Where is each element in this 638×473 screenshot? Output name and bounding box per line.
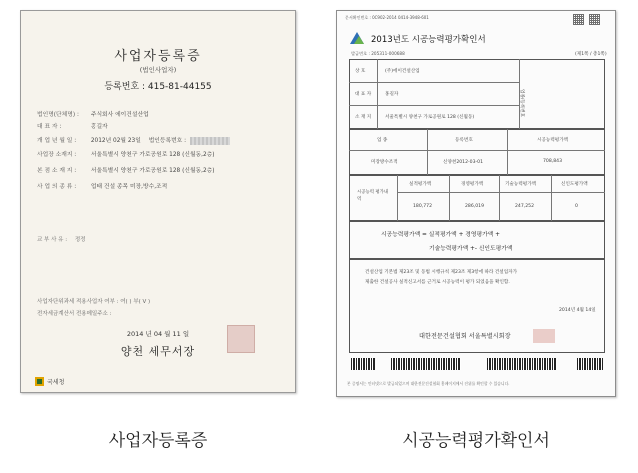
page-note: (제1쪽 / 총1쪽): [575, 52, 607, 57]
field-value: 서울특별시 양천구 가로공원로 128 (신월동,2층): [90, 152, 215, 158]
eval-value: 0: [575, 204, 578, 209]
field-label: 본 점 소 재 지 :: [37, 168, 77, 174]
field-label: 소 재 지: [355, 115, 372, 120]
reg-side-label: 업종/등록번호: [519, 89, 524, 118]
field-value: 업태 건설 종목 미장,방수,조적: [90, 184, 168, 190]
eval-header: 기술능력평가액: [505, 182, 537, 187]
table-header: 시공능력평가액: [537, 138, 569, 143]
construction-capability-certificate: [336, 10, 616, 397]
qr-code-icon: [573, 14, 584, 25]
field-label: 사 업 의 종 류 :: [37, 184, 77, 190]
joint-tax-line: 사업자단위과세 적용사업자 여부 : 여( ) 부( V ): [37, 299, 151, 305]
field-label: 사업장 소재지 :: [37, 152, 77, 158]
barcode-icon: [351, 358, 375, 370]
eval-value: 247,252: [515, 204, 534, 209]
right-doc-title: 2013년도 시공능력평가확인서: [371, 35, 486, 45]
eval-header: 실적평가액: [409, 182, 432, 187]
field-label: 상 호: [355, 69, 366, 74]
issue-reason: [37, 235, 86, 243]
redacted-block: [190, 137, 230, 145]
formula-line-2: 기술능력평가액 +- 신인도평가액: [429, 246, 513, 252]
eval-header: 신인도평가액: [561, 182, 588, 187]
business-registration-certificate: [20, 10, 296, 393]
field-row: [37, 135, 285, 145]
issue-reason-value: 정정: [74, 237, 86, 243]
official-seal: [533, 329, 555, 343]
issuer-name: 대한전문건설협회 서울특별시회장: [419, 333, 511, 340]
doc-confirm-number: 문서확인번호 : 0C902-2014 0414-3948-601: [345, 15, 429, 20]
field-value: (주)에이건설산업: [385, 69, 420, 74]
registration-number: 등록번호 : 415-81-44155: [104, 82, 212, 92]
formula-box: [349, 221, 605, 259]
e-tax-line: 전자세금계산서 전용메일주소 :: [37, 311, 112, 317]
nts-logo-text: 국세청: [47, 379, 65, 386]
field-value: 서울특별시 양천구 가로공원로 128 (신월동,2층): [90, 168, 215, 174]
nts-logo: [35, 377, 64, 386]
barcode-icon: [487, 358, 557, 370]
official-seal: [227, 325, 255, 353]
industry-table: [349, 129, 605, 175]
eval-value: 180,772: [413, 204, 432, 209]
field-row: [37, 165, 285, 174]
table-cell: 미장방수조적: [371, 160, 398, 165]
table-cell: 신양천2012-03-01: [443, 160, 484, 165]
table-cell: 708,843: [543, 159, 562, 164]
caption-business-registration: 사업자등록증: [108, 431, 208, 451]
left-doc-title: 사업자등록증: [114, 49, 202, 64]
issue-reason-label: 교 부 사 유 :: [37, 237, 68, 243]
table-header: 업 종: [377, 138, 388, 143]
field-value: 서울특별시 양천구 가로공원로 128 (신월동): [385, 115, 475, 120]
tax-office: 양천 세무서장: [120, 345, 196, 358]
field-row: [37, 181, 285, 190]
field-value: 홍길자: [385, 92, 399, 97]
field-label: 법인명(단체명) :: [37, 112, 79, 118]
left-doc-subtitle: (법인사업자): [139, 66, 177, 74]
barcode-icon: [577, 358, 603, 370]
field-label: 대 표 자: [355, 92, 372, 97]
field-value: 홍길자: [90, 124, 108, 130]
eval-value: 286,019: [465, 204, 484, 209]
issue-number: 발급번호 : 205311-000688: [351, 51, 405, 56]
issue-date: 2014 년 04 월 11 일: [126, 330, 190, 338]
barcode-icon: [391, 358, 461, 370]
caption-capability-certificate: 시공능력평가확인서: [402, 431, 550, 451]
cert-date: 2014년 4월 14일: [559, 308, 596, 313]
note-line-1: 건설산업 기본법 제23조 및 동법 시행규칙 제23조 제3항에 따라 건설업자가: [365, 270, 518, 275]
field-row: [37, 149, 285, 158]
association-logo-icon: [349, 31, 365, 45]
table-header: 등록번호: [455, 138, 473, 143]
eval-label: 시공능력 평가내역: [357, 190, 389, 202]
corp-reg-label: 법인등록번호 :: [148, 138, 187, 144]
nts-emblem-icon: [35, 377, 44, 386]
field-row: [37, 121, 285, 130]
field-value: 2012년 02월 23일: [90, 138, 141, 144]
eval-header: 경영평가액: [461, 182, 484, 187]
footer-note: 본 증명서는 인터넷으로 발급되었으며 대한전문건설협회 홈페이지에서 진위를 확인할 수 있습니다.: [347, 381, 510, 386]
field-value: 주식회사 에이건설산업: [90, 112, 149, 118]
field-row: [37, 109, 285, 118]
formula-line-1: 시공능력평가액 = 실적평가액 + 경영평가액 +: [381, 232, 500, 238]
field-label: 대 표 자 :: [37, 124, 62, 130]
note-line-2: 제출한 건설공사 실적신고서를 근거로 시공능력이 평가 되었음을 확인함.: [365, 280, 510, 285]
field-label: 개 업 년 월 일 :: [37, 138, 77, 144]
qr-code-icon: [589, 14, 600, 25]
